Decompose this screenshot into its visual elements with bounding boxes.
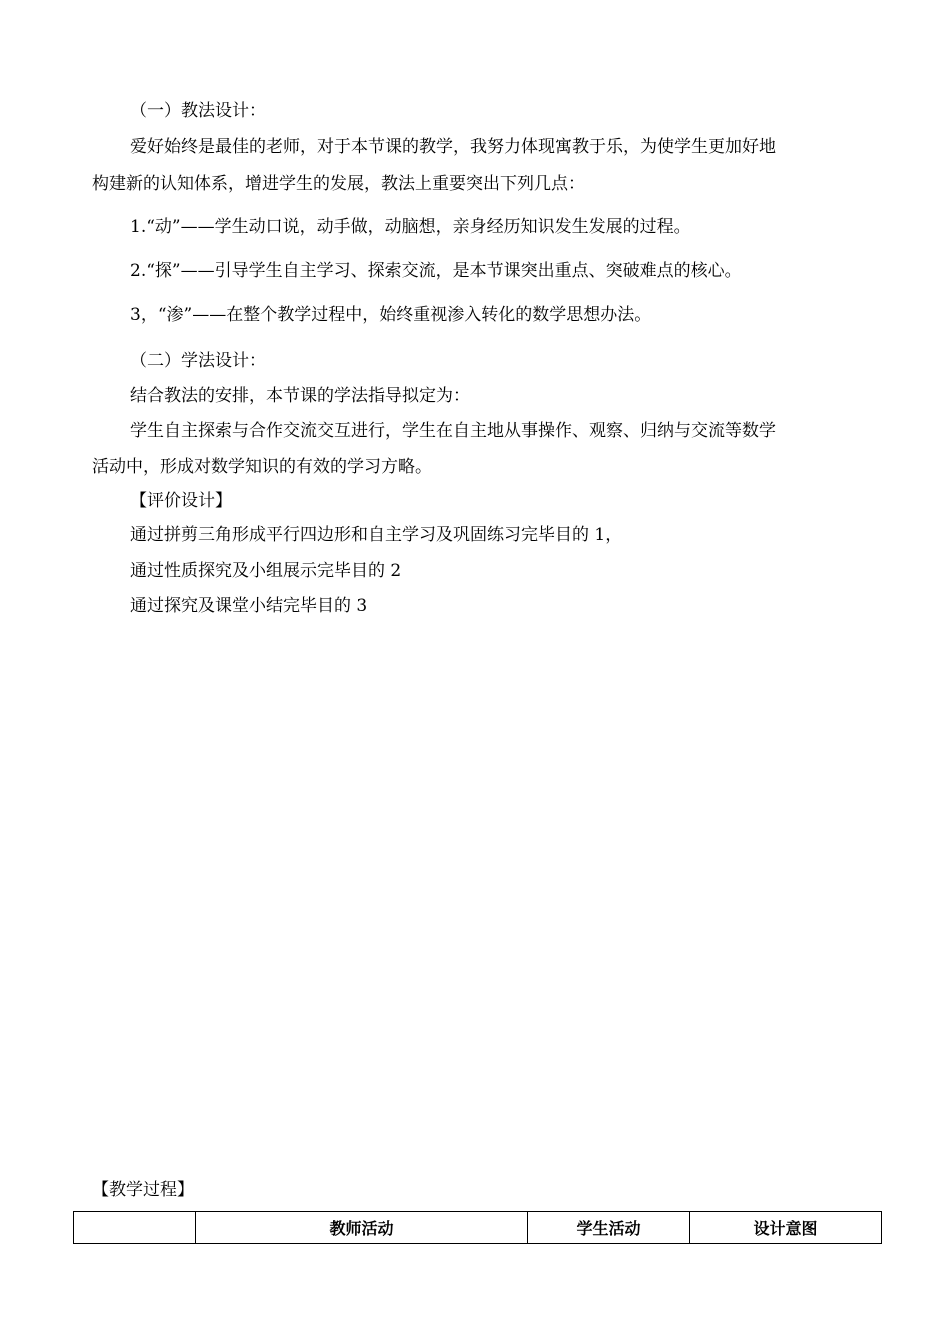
learning-method-paragraph-line-1: 学生自主探索与合作交流交互进行，学生在自主地从事操作、观察、归纳与交流等数学 (130, 421, 776, 441)
process-heading: 【教学过程】 (92, 1180, 194, 1200)
process-table (73, 1211, 882, 1244)
process-table-header-design-intent: 设计意图 (690, 1212, 882, 1244)
process-table-header-student-activity: 学生活动 (528, 1212, 690, 1244)
evaluation-item-2: 通过性质探究及小组展示完毕目的 2 (130, 561, 402, 581)
evaluation-item-1: 通过拼剪三角形成平行四边形和自主学习及巩固练习完毕目的 1， (130, 525, 623, 545)
learning-method-heading: （二）学法设计： (130, 351, 266, 371)
teaching-point-2: 2.“探”——引导学生自主学习、探索交流，是本节课突出重点、突破难点的核心。 (130, 261, 742, 281)
teaching-point-1: 1.“动”——学生动口说，动手做，动脑想，亲身经历知识发生发展的过程。 (130, 217, 691, 237)
process-table-header-row (74, 1212, 882, 1244)
teaching-method-paragraph-line-2: 构建新的认知体系，增进学生的发展，教法上重要突出下列几点： (92, 174, 585, 194)
evaluation-heading: 【评价设计】 (130, 491, 232, 511)
teaching-method-heading: （一）教法设计： (130, 101, 266, 121)
evaluation-item-3: 通过探究及课堂小结完毕目的 3 (130, 596, 368, 616)
learning-method-paragraph-line-2: 活动中，形成对数学知识的有效的学习方略。 (92, 457, 432, 477)
process-table-header-teacher-activity: 教师活动 (196, 1212, 528, 1244)
process-table-header-blank (74, 1212, 196, 1244)
teaching-point-3: 3，“渗”——在整个教学过程中，始终重视渗入转化的数学思想办法。 (130, 305, 652, 325)
teaching-method-paragraph-line-1: 爱好始终是最佳的老师，对于本节课的教学，我努力体现寓教于乐，为使学生更加好地 (130, 137, 776, 157)
learning-method-intro: 结合教法的安排，本节课的学法指导拟定为： (130, 386, 470, 406)
